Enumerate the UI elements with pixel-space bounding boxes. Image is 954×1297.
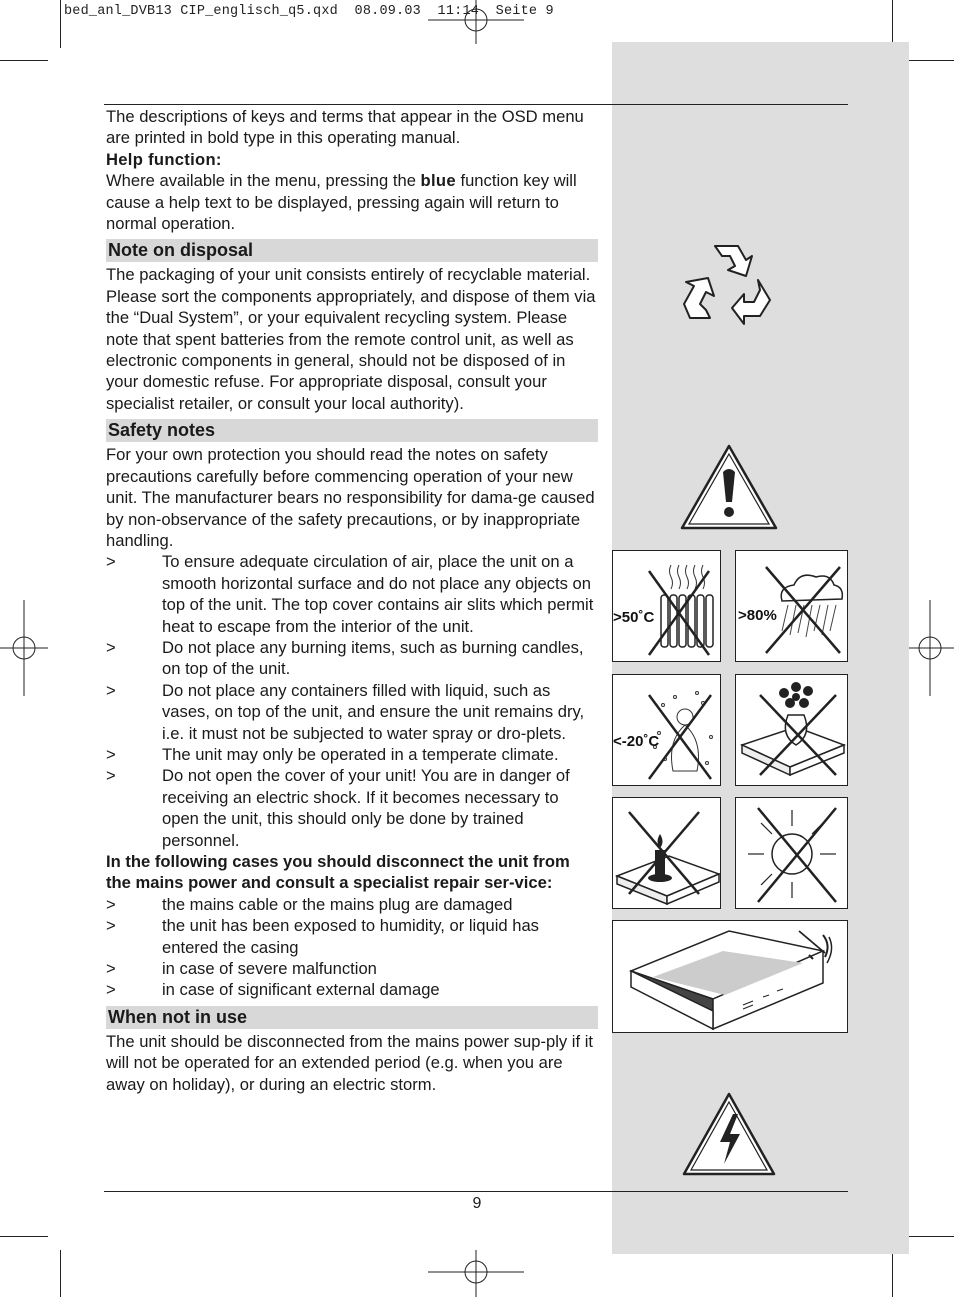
vase-warning-panel bbox=[735, 674, 848, 786]
snowman-icon bbox=[613, 675, 721, 786]
list-item: > the unit has been exposed to humidity, or liquid has entered the casing bbox=[106, 916, 539, 957]
sun-icon bbox=[736, 798, 848, 909]
safety-heading: Safety notes bbox=[106, 419, 598, 442]
disconnect-heading: In the following cases you should disconnect the unit from the mains power and consult a specialist repair ser-vice: bbox=[106, 852, 570, 893]
intro-paragraph: The descriptions of keys and terms that appear in the OSD menu are printed in bold type in this operating manual. bbox=[106, 107, 584, 148]
radiator-icon bbox=[613, 551, 721, 662]
recycle-icon bbox=[680, 238, 780, 328]
safety-intro: For your own protection you should read the notes on safety precautions carefully before commencing operation of your new unit. The manufacturer bears no responsibility for dama-ge caused by non-observance of the safety precautions, or by inappropriate handling. bbox=[106, 445, 595, 550]
vase-icon bbox=[736, 675, 848, 786]
list-item: > the mains cable or the mains plug are damaged bbox=[106, 894, 513, 914]
candle-warning-panel bbox=[612, 797, 721, 909]
registration-mark-top bbox=[428, 0, 524, 44]
receiver-unit-panel bbox=[612, 920, 848, 1033]
warning-icon bbox=[678, 442, 780, 532]
humidity-label: >80% bbox=[738, 607, 777, 624]
not-in-use-heading: When not in use bbox=[106, 1006, 598, 1029]
safety-list bbox=[106, 551, 598, 851]
disposal-paragraph: The packaging of your unit consists entirely of recyclable material. Please sort the components appropriately, and dispose of them via the “Dual System”, or your equivalent recycling system. Please note that spent batteries from the remote control unit, as well as electronic components in general, should not be disposed of in your domestic refuse. For appropriate disposal, consult your specialist retailer, or consult your local authority). bbox=[106, 265, 596, 413]
receiver-icon bbox=[613, 921, 848, 1033]
registration-mark-right bbox=[906, 600, 954, 696]
list-item: > Do not open the cover of your unit! You are in danger of receiving an electric shock. If it becomes necessary to open the unit, this should only be done by trained personnel. bbox=[106, 766, 570, 850]
registration-mark-bottom bbox=[428, 1250, 524, 1297]
disconnect-list bbox=[106, 894, 598, 1001]
cold-label: <-20˚C bbox=[613, 733, 660, 750]
help-heading: Help function: bbox=[106, 149, 222, 169]
print-slug-line: bed_anl_DVB13 CIP_englisch_q5.qxd 08.09.03 11:14 Seite 9 bbox=[64, 4, 554, 19]
list-item: > in case of severe malfunction bbox=[106, 959, 377, 979]
help-paragraph: Where available in the menu, pressing the blue function key will cause a help text to be displayed, pressing again will return to normal operation. bbox=[106, 171, 577, 234]
sun-warning-panel bbox=[735, 797, 848, 909]
humidity-warning-panel bbox=[735, 550, 848, 662]
page-number: 9 bbox=[472, 1195, 482, 1212]
list-item: > To ensure adequate circulation of air, place the unit on a smooth horizontal surface and do not place any objects on top of the unit. The top cover contains air slits which permit heat to escape from the interior of the unit. bbox=[106, 552, 594, 636]
list-item: > Do not place any containers filled with liquid, such as vases, on top of the unit, and ensure the unit remains dry, i.e. it must not be subjected to water spray or dro-plets. bbox=[106, 680, 585, 743]
heat-label: >50˚C bbox=[613, 609, 655, 626]
heat-warning-panel bbox=[612, 550, 721, 662]
blue-key-label: blue bbox=[420, 171, 456, 191]
disposal-heading: Note on disposal bbox=[106, 239, 598, 262]
cold-warning-panel bbox=[612, 674, 721, 786]
registration-mark-left bbox=[0, 600, 48, 696]
main-text-column bbox=[106, 106, 598, 1095]
list-item: > Do not place any burning items, such as burning candles, on top of the unit. bbox=[106, 637, 584, 679]
high-voltage-icon bbox=[680, 1090, 778, 1178]
list-item: > in case of significant external damage bbox=[106, 980, 440, 1000]
list-item: > The unit may only be operated in a temperate climate. bbox=[106, 744, 559, 764]
candle-icon bbox=[613, 798, 721, 909]
bottom-rule bbox=[104, 1191, 848, 1192]
top-rule bbox=[104, 104, 848, 105]
not-in-use-paragraph: The unit should be disconnected from the mains power sup-ply if it will not be operated for an extended period (e.g. when you are away on holiday), or during an electric storm. bbox=[106, 1031, 594, 1094]
